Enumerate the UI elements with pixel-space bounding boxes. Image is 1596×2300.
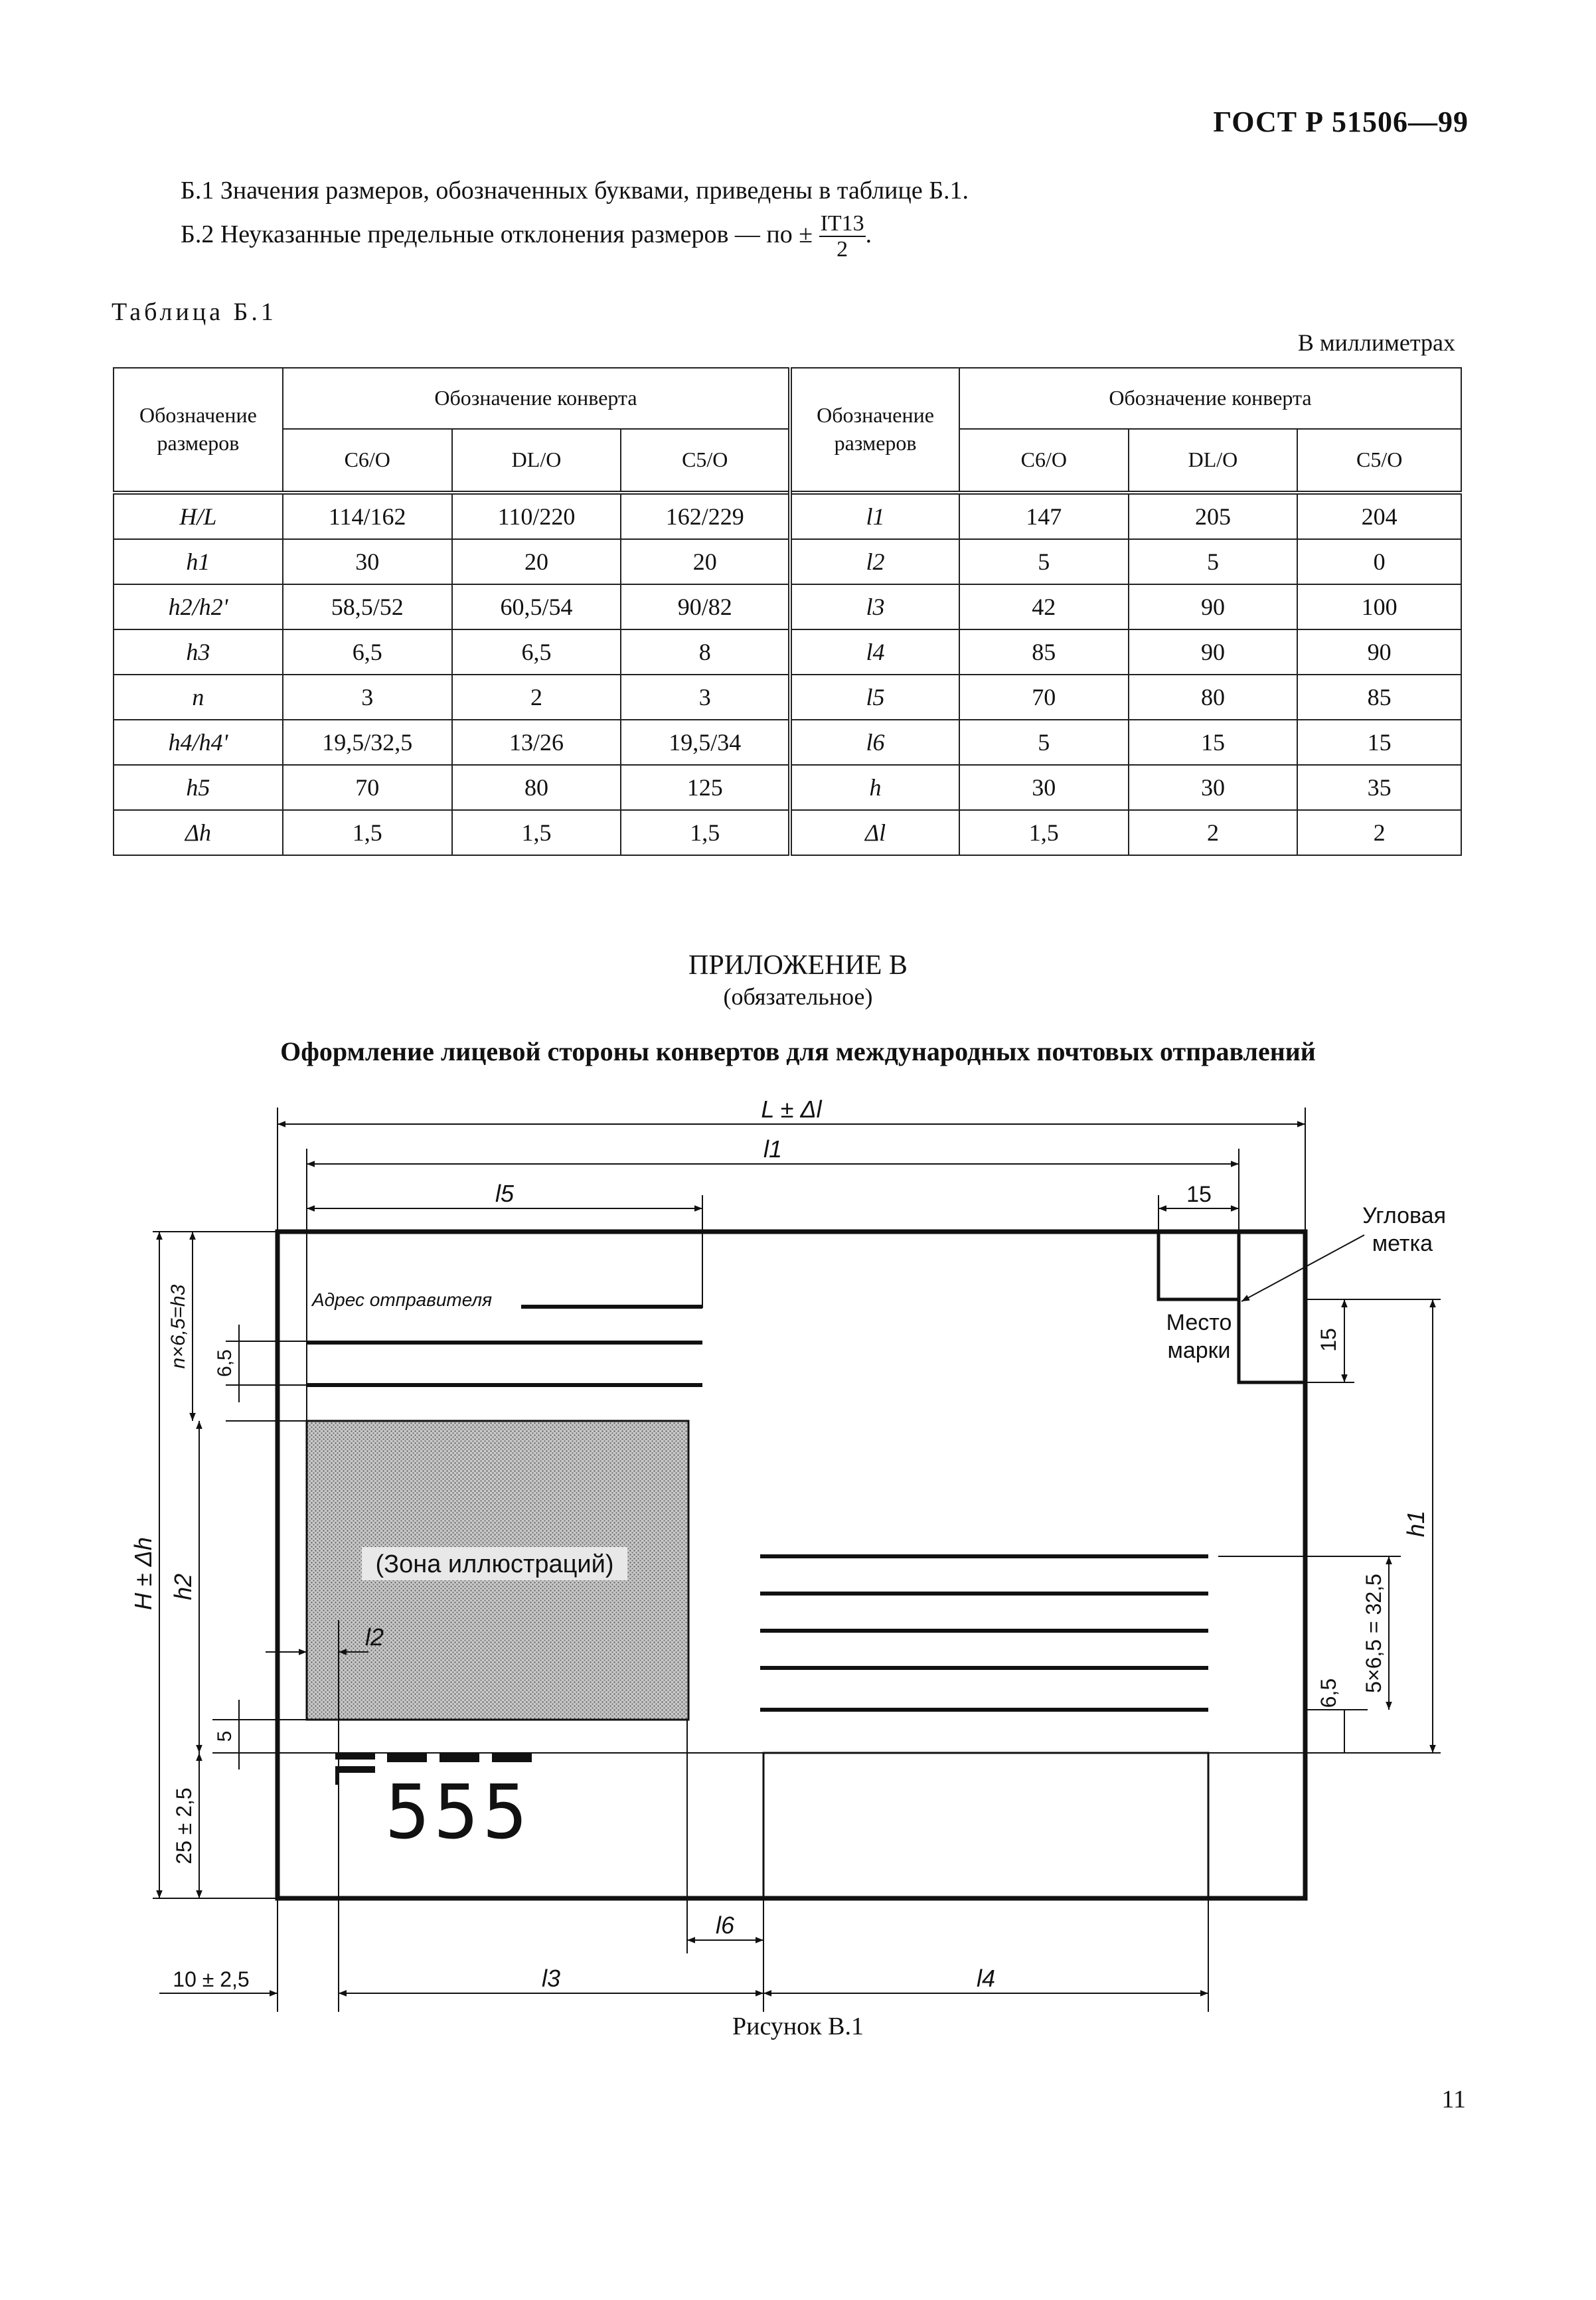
table-cell: 85 [1297,675,1461,720]
table-cell: 90 [1129,584,1298,629]
header-dl: DL/O [452,429,621,493]
label-sender-address: Адрес отправителя [312,1289,493,1310]
table-cell: 0 [1297,539,1461,584]
table-cell: 30 [1129,765,1298,810]
dim-symbol: Δl [790,810,959,855]
table-cell: 125 [621,765,790,810]
recipient-address-lines [760,1556,1208,1710]
label-65-left: 6,5 [214,1349,236,1377]
appendix-heading: Оформление лицевой стороны конвертов для международных почтовых отправлений [280,1036,1316,1066]
label-illustration-zone: (Зона иллюстраций) [375,1550,614,1578]
header-c6: C6/O [283,429,452,493]
dim-symbol: l1 [790,493,959,539]
table-row [114,720,1461,765]
appendix-subtitle: (обязательное) [723,983,873,1010]
table-row [114,810,1461,855]
dim-symbol: h3 [114,629,283,675]
header-dl: DL/O [1129,429,1298,493]
table-cell: 5 [1129,539,1298,584]
table-cell: 114/162 [283,493,452,539]
header-dim-left: Обозначение размеров [114,368,283,493]
header-c5: C5/O [1297,429,1461,493]
table-cell: 1,5 [621,810,790,855]
table-cell: 15 [1129,720,1298,765]
dim-symbol: h5 [114,765,283,810]
envelope-drawing [0,1076,1596,2012]
table-cell: 8 [621,629,790,675]
table-cell: 80 [1129,675,1298,720]
table-units: В миллиметрах [1297,329,1455,356]
table-cell: 19,5/32,5 [283,720,452,765]
label-l4: l4 [976,1965,996,1992]
table-cell: 30 [959,765,1129,810]
table-cell: 35 [1297,765,1461,810]
dim-symbol: l5 [790,675,959,720]
table-cell: 5 [959,539,1129,584]
header-c6: C6/O [959,429,1129,493]
table-cell: 30 [283,539,452,584]
dim-symbol: n [114,675,283,720]
table-cell: 205 [1129,493,1298,539]
label-15-side: 15 [1317,1328,1340,1352]
table-cell: 5 [959,720,1129,765]
standard-number: ГОСТ Р 51506—99 [1213,106,1469,138]
table-row [114,493,1461,539]
table-cell: 6,5 [452,629,621,675]
table-caption: Таблица Б.1 [112,298,277,326]
page-number: 11 [1441,2086,1466,2113]
table-cell: 90/82 [621,584,790,629]
label-l6: l6 [715,1912,735,1939]
figure-caption: Рисунок В.1 [732,2012,864,2040]
table-row [114,584,1461,629]
table-cell: 1,5 [959,810,1129,855]
fraction-numerator: IT13 [819,211,866,237]
fraction-denominator: 2 [837,237,848,262]
note-b1: Б.1 Значения размеров, обозначенных буквами, приведены в таблице Б.1. [181,177,969,205]
label-65-right: 6,5 [1317,1678,1340,1708]
label-15-top: 15 [1186,1182,1212,1207]
table-cell: 6,5 [283,629,452,675]
table-cell: 13/26 [452,720,621,765]
postcode-digits: 555 [385,1769,532,1856]
label-l1: l1 [763,1135,783,1163]
table-row [114,629,1461,675]
header-dim-right: Обозначение размеров [790,368,959,493]
dim-symbol: h4/h4' [114,720,283,765]
table-cell: 2 [1129,810,1298,855]
dimensions-table [113,367,1462,856]
table-cell: 2 [1297,810,1461,855]
table-cell: 70 [959,675,1129,720]
note-b2-suffix: . [865,220,872,249]
table-cell: 85 [959,629,1129,675]
table-cell: 70 [283,765,452,810]
table-cell: 20 [452,539,621,584]
table-cell: 100 [1297,584,1461,629]
label-h2: h2 [169,1573,197,1601]
label-L: L ± Δl [761,1096,822,1123]
label-l5: l5 [495,1180,515,1207]
dim-symbol: l2 [790,539,959,584]
table-cell: 110/220 [452,493,621,539]
header-env-right: Обозначение конверта [959,368,1461,429]
table-cell: 60,5/54 [452,584,621,629]
table-cell: 1,5 [452,810,621,855]
label-10: 10 ± 2,5 [173,1967,250,1991]
table-cell: 58,5/52 [283,584,452,629]
label-n65: n×6,5=h3 [167,1284,189,1369]
note-b2 [181,211,872,262]
table-row [114,765,1461,810]
table-row [114,675,1461,720]
table-cell: 42 [959,584,1129,629]
label-corner-mark-1: Угловая [1362,1203,1446,1228]
table-cell: 3 [621,675,790,720]
table-cell: 2 [452,675,621,720]
sender-address-lines [307,1307,702,1385]
dim-symbol: l4 [790,629,959,675]
label-stamp-place-1: Место [1166,1310,1232,1335]
label-25: 25 ± 2,5 [172,1787,196,1864]
label-h1: h1 [1402,1510,1429,1538]
postcode-box [763,1753,1208,1898]
label-5x65: 5×6,5 = 32,5 [1362,1574,1386,1693]
dim-symbol: l3 [790,584,959,629]
label-l2: l2 [365,1623,384,1651]
tolerance-fraction [819,211,866,262]
dim-symbol: H/L [114,493,283,539]
dim-symbol: l6 [790,720,959,765]
label-H: H ± Δh [129,1537,157,1610]
header-c5: C5/O [621,429,790,493]
appendix-title: ПРИЛОЖЕНИЕ В [688,950,908,981]
label-5: 5 [214,1730,236,1742]
table-cell: 15 [1297,720,1461,765]
table-cell: 1,5 [283,810,452,855]
dim-symbol: h [790,765,959,810]
label-stamp-place-2: марки [1167,1338,1231,1363]
table-cell: 20 [621,539,790,584]
dim-symbol: h1 [114,539,283,584]
table-cell: 204 [1297,493,1461,539]
table-cell: 80 [452,765,621,810]
table-cell: 90 [1129,629,1298,675]
table-cell: 147 [959,493,1129,539]
header-env-left: Обозначение конверта [283,368,790,429]
dim-symbol: h2/h2' [114,584,283,629]
label-l3: l3 [541,1965,561,1992]
table-cell: 162/229 [621,493,790,539]
label-corner-mark-2: метка [1372,1231,1433,1256]
table-row [114,539,1461,584]
table-cell: 3 [283,675,452,720]
table-cell: 19,5/34 [621,720,790,765]
dim-symbol: Δh [114,810,283,855]
note-b2-text: Б.2 Неуказанные предельные отклонения размеров — по ± [181,220,813,249]
table-cell: 90 [1297,629,1461,675]
